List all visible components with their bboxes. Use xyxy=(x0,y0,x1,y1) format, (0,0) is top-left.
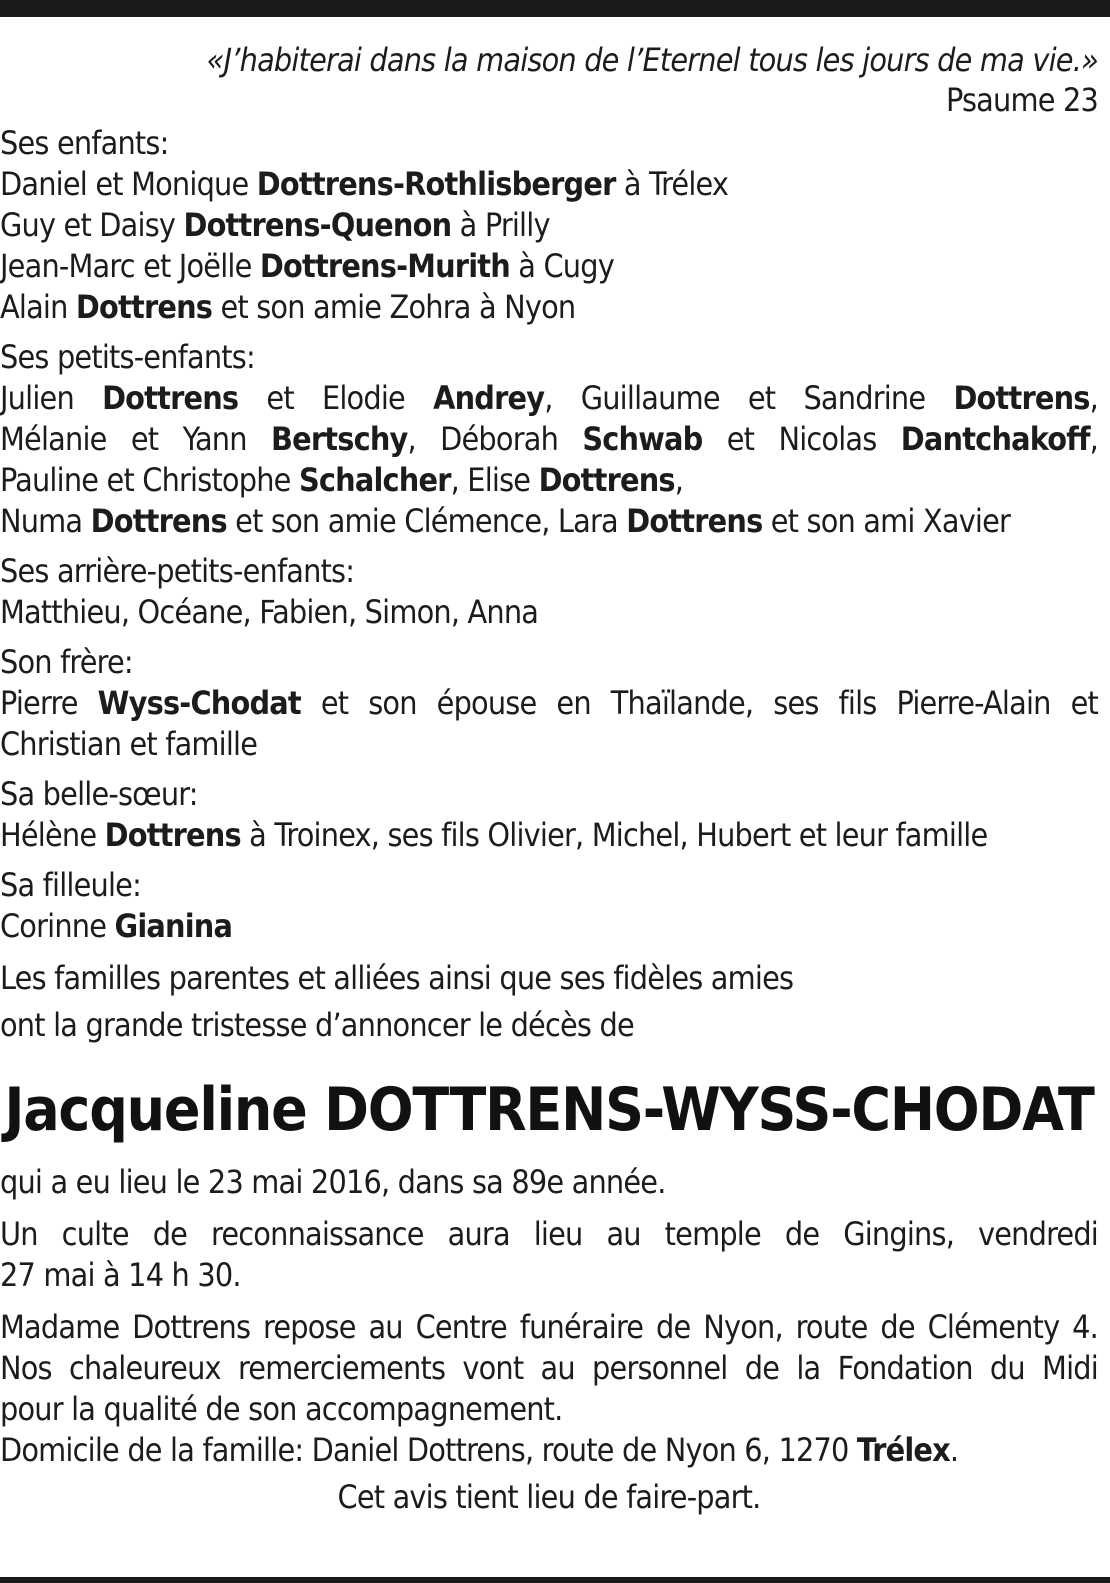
text-segment: Pauline et Christophe xyxy=(0,461,299,499)
text-segment: Domicile de la famille: Daniel Dottrens, route de Nyon 6, 1270 xyxy=(0,1431,857,1469)
top-border-rule xyxy=(0,0,1110,17)
family-surname: Wyss-Chodat xyxy=(97,684,301,722)
family-surname: Trélex xyxy=(856,1431,950,1469)
family-surname: Dottrens-Quenon xyxy=(183,206,452,244)
text-segment: , xyxy=(674,461,684,499)
family-list xyxy=(0,123,1098,947)
text-segment: . xyxy=(949,1431,959,1469)
obituary-notice xyxy=(0,40,1098,1518)
family-surname: Dottrens-Rothlisberger xyxy=(256,165,616,203)
epigraph-source: Psaume 23 xyxy=(945,81,1098,119)
announcement-line-2: ont la grande tristesse d’annoncer le décès de xyxy=(0,1006,634,1044)
text-segment: Jean-Marc et Joëlle xyxy=(0,247,260,285)
family-member-line xyxy=(0,287,1098,328)
family-member-line xyxy=(0,460,1098,501)
text-segment: à Cugy xyxy=(509,247,614,285)
family-surname: Gianina xyxy=(114,907,233,945)
family-member-line xyxy=(0,906,1098,947)
text-segment: , Elise xyxy=(450,461,539,499)
text-segment: Guy et Daisy xyxy=(0,206,184,244)
death-info: qui a eu lieu le 23 mai 2016, dans sa 89e année. xyxy=(0,1163,666,1201)
text-segment: Mélanie et Yann xyxy=(0,420,271,458)
family-surname: Dantchakoff xyxy=(900,420,1090,458)
ceremony-line-1: Un culte de reconnaissance aura lieu au temple de Gingins, vendredi xyxy=(0,1215,1098,1253)
family-surname: Andrey xyxy=(433,379,545,417)
family-section-heading: Sa filleule: xyxy=(0,866,141,904)
thanks-line-1: Nos chaleureux remerciements vont au personnel de la Fondation du Midi xyxy=(0,1349,1098,1387)
family-section xyxy=(0,551,1098,633)
family-member-line xyxy=(0,378,1098,419)
text-segment: et son amie Clémence, Lara xyxy=(226,502,627,540)
text-segment: et Elodie xyxy=(238,379,434,417)
family-member-line xyxy=(0,205,1098,246)
family-surname: Schwab xyxy=(582,420,703,458)
family-section-heading: Sa belle-sœur: xyxy=(0,775,198,813)
text-segment: à Trélex xyxy=(615,165,729,203)
family-surname: Dottrens xyxy=(538,461,675,499)
family-member-line xyxy=(0,815,1098,856)
family-surname: Dottrens xyxy=(90,502,227,540)
family-surname: Bertschy xyxy=(270,420,408,458)
family-member-line xyxy=(0,246,1098,287)
deceased-name: Jacqueline DOTTRENS-WYSS-CHODAT xyxy=(4,1075,1094,1145)
family-surname: Dottrens xyxy=(626,502,763,540)
family-section xyxy=(0,774,1098,856)
ceremony-line-2: 27 mai à 14 h 30. xyxy=(0,1256,241,1294)
family-section xyxy=(0,865,1098,947)
text-segment: Julien xyxy=(0,379,103,417)
family-surname: Dottrens xyxy=(102,379,239,417)
text-segment: Christian et famille xyxy=(0,725,258,763)
family-surname: Dottrens xyxy=(104,816,241,854)
family-surname: Schalcher xyxy=(298,461,451,499)
bottom-border-rule xyxy=(0,1577,1110,1583)
text-segment: et son épouse en Thaïlande, ses fils Pierre-Alain et xyxy=(300,684,1098,722)
repose-info: Madame Dottrens repose au Centre funéraire de Nyon, route de Clémenty 4. xyxy=(0,1308,1098,1346)
family-member-line xyxy=(0,501,1098,542)
text-segment: Matthieu, Océane, Fabien, Simon, Anna xyxy=(0,593,539,631)
family-section-heading: Ses arrière-petits-enfants: xyxy=(0,552,355,590)
family-section-heading: Ses enfants: xyxy=(0,124,169,162)
family-section-heading: Son frère: xyxy=(0,643,133,681)
text-segment: et son ami Xavier xyxy=(762,502,1011,540)
text-segment: , xyxy=(1089,420,1098,458)
text-segment: , Déborah xyxy=(407,420,583,458)
text-segment: à Prilly xyxy=(451,206,550,244)
text-segment: Hélène xyxy=(0,816,105,854)
family-section xyxy=(0,123,1098,328)
family-surname: Dottrens xyxy=(75,288,213,326)
thanks-line-2: pour la qualité de son accompagnement. xyxy=(0,1390,563,1428)
family-section xyxy=(0,337,1098,542)
text-segment: et son amie Zohra à Nyon xyxy=(212,288,576,326)
text-segment: Numa xyxy=(0,502,91,540)
family-member-line xyxy=(0,164,1098,205)
family-surname: Dottrens-Murith xyxy=(259,247,510,285)
text-segment: , Guillaume et Sandrine xyxy=(544,379,954,417)
family-domicile xyxy=(0,1430,1098,1471)
family-member-line xyxy=(0,592,1098,633)
family-section xyxy=(0,642,1098,765)
text-segment: à Troinex, ses fils Olivier, Michel, Hubert et leur famille xyxy=(240,816,988,854)
epigraph-quote: «J’habiterai dans la maison de l’Eternel tous les jours de ma vie.» xyxy=(206,41,1098,79)
announcement-line-1: Les familles parentes et alliées ainsi que ses fidèles amies xyxy=(0,959,794,997)
family-member-line xyxy=(0,683,1098,724)
text-segment: Pierre xyxy=(0,684,98,722)
text-segment: Daniel et Monique xyxy=(0,165,257,203)
family-surname: Dottrens xyxy=(953,379,1090,417)
text-segment: , xyxy=(1089,379,1098,417)
family-member-line xyxy=(0,724,1098,765)
text-segment: et Nicolas xyxy=(702,420,901,458)
family-section-heading: Ses petits-enfants: xyxy=(0,338,255,376)
closing-note: Cet avis tient lieu de faire-part. xyxy=(337,1478,761,1516)
family-member-line xyxy=(0,419,1098,460)
text-segment: Alain xyxy=(0,288,76,326)
text-segment: Corinne xyxy=(0,907,115,945)
